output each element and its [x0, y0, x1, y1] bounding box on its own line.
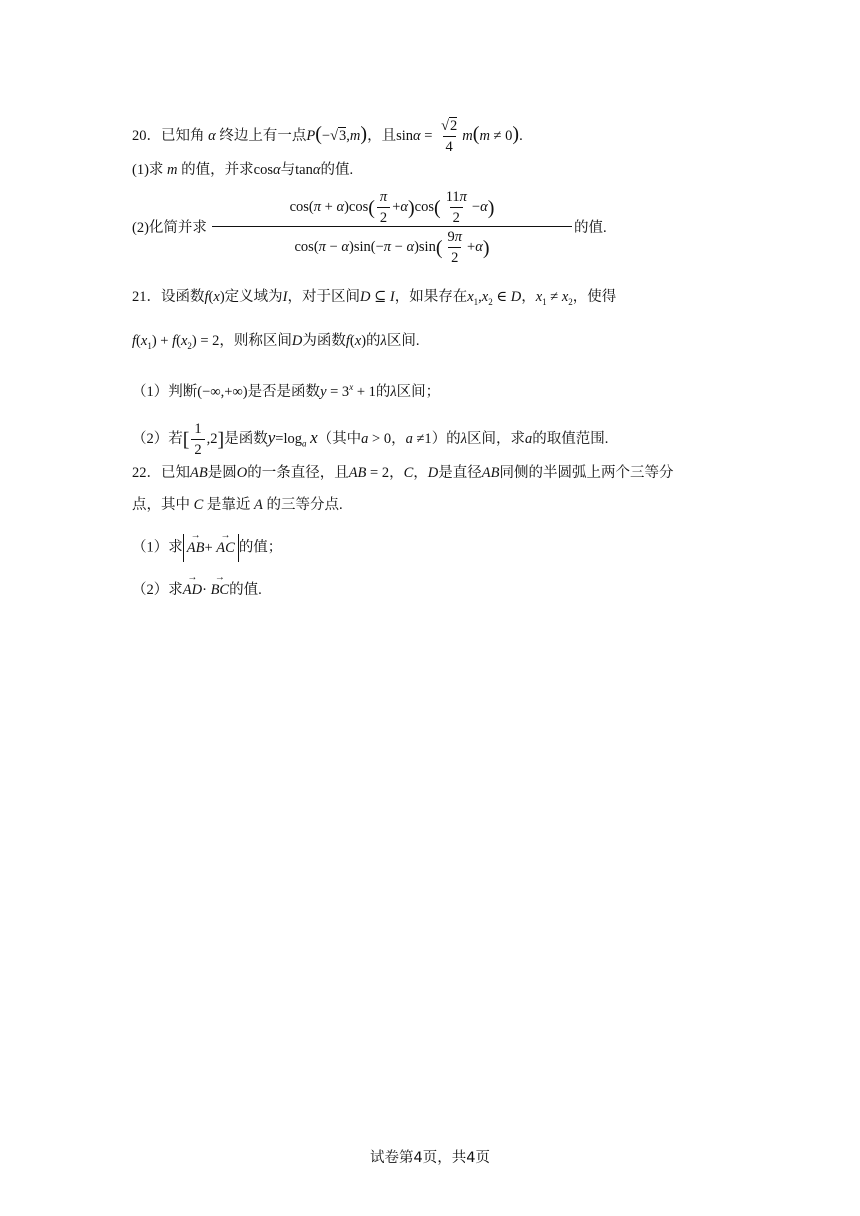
- frac-sqrt2-over-4: $\frac{√2}{4}$: [441, 118, 458, 155]
- q20-big-fraction: cos(π + α)cos( $\frac{\pi}{2}$ +α)cos( $\frac{11\pi}{2}$ −α) cos(π − α)sin(−π − α)sin( $\frac{9\pi}{2}$ +α): [212, 188, 572, 267]
- q20-part1: (1)求 m 的值，并求cosα与tanα的值.: [132, 162, 354, 178]
- q22-part2: （2）求→ AD· → BC的值.: [132, 580, 262, 600]
- q20-stem: 20．已知角 α 终边上有一点P(−√3,m)，且sinα = $\frac{√2}{4}$ m(m ≠ 0).: [132, 118, 523, 155]
- q21-number: 21．: [132, 289, 161, 305]
- q21-part2: （2）若[ $\frac{1}{2}$ ,2]是函数$y=\log_a$ x（其中a > 0，a ≠1）的λ区间，求a的取值范围.: [132, 421, 609, 458]
- q22-number: 22．: [132, 465, 161, 481]
- q21-stem: 21．设函数f(x)定义域为I，对于区间D ⊆ I，如果存在$x_1,x_2$ ∈ D，$x_1 \ne x_2$，使得: [132, 289, 617, 307]
- page-footer: 试卷第4页，共4页: [370, 1150, 490, 1166]
- q22-part1: （1）求→ AB+ → AC 的值；: [132, 534, 282, 562]
- q21-stem-line2: $f(x_1) + f(x_2) = 2$，则称区间D为函数f(x)的λ区间.: [132, 333, 420, 351]
- q20-number: 20．: [132, 127, 161, 144]
- q22-stem-line2: 点，其中 C 是靠近 A 的三等分点.: [132, 497, 343, 513]
- exam-page: 20．已知角 α 终边上有一点P(−√3,m)，且sinα = $\frac{√2}{4}$ m(m ≠ 0). (1)求 m 的值，并求cosα与tanα的值. (2)化简并求 cos(π + α)cos( $\frac{\pi}{2}$ +α)cos( $\frac{11\pi}{2}$ −α) cos(π − α)sin(−π − α)sin( $\frac{9\pi}{2}$ +α) 的值. 21．设函数f(x)定义域为I，对于区间D ⊆ I，如果存在$x_1,x_2$ ∈ D，$x_1 \ne x_2$，使得 $f(x_1) + f(x_2) = 2$，则称区间D为函数f(x)的λ区间. （1）判断(−∞,+∞)是否是函数$y = 3^x + 1$的λ区间； （2）若[ $\frac{1}{2}$ ,2]是函数$y=\log_a$ x（其中a > 0，a ≠1）的λ区间，求a的取值范围. 22．已知AB是圆O的一条直径，且AB = 2，C，D是直径AB同侧的半圆弧上两个三等分 点，其中 C 是靠近 A 的三等分点. （1）求→ AB+ → AC 的值； （2）求→ AD· → BC的值. 试卷第4页，共4页: [0, 0, 860, 1216]
- q22-stem: 22．已知AB是圆O的一条直径，且AB = 2，C，D是直径AB同侧的半圆弧上两个三等分: [132, 465, 674, 481]
- q21-part1: （1）判断(−∞,+∞)是否是函数$y = 3^x + 1$的λ区间；: [132, 382, 441, 400]
